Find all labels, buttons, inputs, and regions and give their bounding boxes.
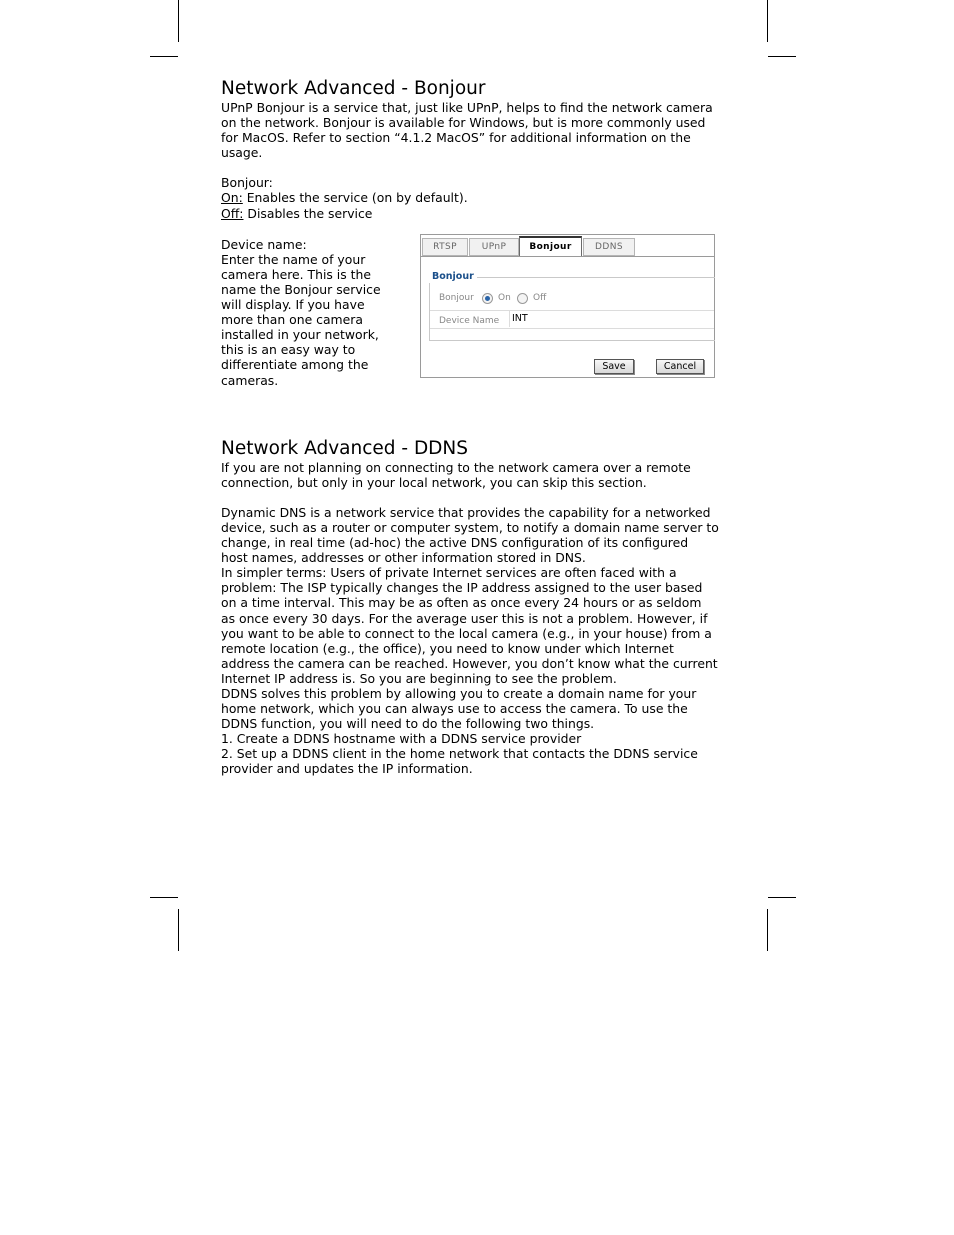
crop-mark xyxy=(150,56,178,57)
off-term: Off: xyxy=(221,205,244,221)
text-line: differentiate among the xyxy=(221,357,369,373)
crop-mark xyxy=(767,909,768,951)
device-name-input[interactable] xyxy=(509,311,712,327)
tab-ddns[interactable]: DDNS xyxy=(583,238,635,256)
on-text: Enables the service (on by default). xyxy=(242,190,468,206)
text-line: change, in real time (ad-hoc) the active DNS configuration of its configured xyxy=(221,535,689,551)
text-line: DDNS function, you will need to do the following two things. xyxy=(221,716,595,732)
text-line: provider and updates the IP information. xyxy=(221,761,473,777)
device-name-label: Device name: xyxy=(221,236,307,252)
text-line: UPnP Bonjour is a service that, just like UPnP, helps to find the network camera xyxy=(221,100,713,115)
text-line: In simpler terms: Users of private Internet services are often faced with a xyxy=(221,565,677,581)
crop-mark xyxy=(150,897,178,898)
text-line: connection, but only in your local network, you can skip this section. xyxy=(221,474,647,490)
text-line: Dynamic DNS is a network service that provides the capability for a networked xyxy=(221,504,711,520)
text-line: for MacOS. Refer to section “4.1.2 MacOS” for additional information on the xyxy=(221,130,691,146)
text-line: on a time interval. This may be as often as once every 24 hours or as seldom xyxy=(221,595,702,611)
crop-mark xyxy=(768,897,796,898)
text-line: 2. Set up a DDNS client in the home network that contacts the DDNS service xyxy=(221,746,698,762)
text-line: usage. xyxy=(221,145,263,161)
text-line: name the Bonjour service xyxy=(221,281,381,297)
text-line: on the network. Bonjour is available for Windows, but is more commonly used xyxy=(221,115,706,131)
text-line: remote location (e.g., the office), you need to know under which Internet xyxy=(221,640,674,656)
ddns-para-2 xyxy=(221,505,729,777)
radio-on[interactable] xyxy=(482,293,493,304)
text-line: problem: The ISP typically changes the IP address assigned to the user based xyxy=(221,580,703,596)
text-line: host names, addresses or other information stored in DNS. xyxy=(221,550,586,566)
text-line: home network, which you can always use to access the camera. To use the xyxy=(221,701,688,717)
text-line: 1. Create a DDNS hostname with a DDNS service provider xyxy=(221,731,582,747)
text-line: this is an easy way to xyxy=(221,342,356,358)
on-description xyxy=(221,190,729,205)
text-line: Enter the name of your xyxy=(221,251,366,267)
settings-tabs xyxy=(421,237,714,256)
on-term: On: xyxy=(221,190,243,206)
bonjour-label: Bonjour: xyxy=(221,175,273,191)
device-name-description xyxy=(221,237,401,388)
text-line: DDNS solves this problem by allowing you to create a domain name for your xyxy=(221,685,697,701)
tab-rtsp[interactable]: RTSP xyxy=(422,238,468,256)
bonjour-heading: Network Advanced - Bonjour xyxy=(221,78,486,99)
text-line: installed in your network, xyxy=(221,327,379,343)
off-description xyxy=(221,206,729,221)
crop-mark xyxy=(178,909,179,951)
ddns-heading: Network Advanced - DDNS xyxy=(221,437,469,459)
text-line: camera here. This is the xyxy=(221,266,371,282)
radio-off-label: Off xyxy=(533,292,547,303)
text-line: Internet IP address is. So you are beginning to see the problem. xyxy=(221,670,617,686)
text-line: you want to be able to connect to the local camera (e.g., in your house) from a xyxy=(221,625,712,641)
field-separator xyxy=(430,328,714,329)
radio-on-label: On xyxy=(498,292,511,303)
text-line: as once every 30 days. For the average user this is not a problem. However, if xyxy=(221,610,708,626)
tab-bonjour[interactable]: Bonjour xyxy=(519,236,582,256)
bonjour-settings-screenshot xyxy=(420,234,715,378)
crop-mark xyxy=(768,56,796,57)
text-line: address the camera can be reached. However, you don’t know what the current xyxy=(221,655,718,671)
page-content xyxy=(221,78,729,777)
text-line: cameras. xyxy=(221,372,279,388)
radio-off[interactable] xyxy=(517,293,528,304)
tab-upnp[interactable]: UPnP xyxy=(469,238,519,256)
text-line: more than one camera xyxy=(221,312,363,328)
crop-mark xyxy=(178,0,179,42)
text-line: device, such as a router or computer system, to notify a domain name server to xyxy=(221,519,719,535)
off-text: Disables the service xyxy=(243,205,373,221)
crop-mark xyxy=(767,0,768,42)
cancel-button[interactable]: Cancel xyxy=(656,359,704,374)
device-name-field-label: Device Name xyxy=(439,315,500,326)
bonjour-fieldset xyxy=(429,277,715,341)
text-line: will display. If you have xyxy=(221,297,365,313)
bonjour-intro xyxy=(221,100,729,160)
text-line: If you are not planning on connecting to the network camera over a remote xyxy=(221,459,691,475)
ddns-para-1 xyxy=(221,460,729,490)
fieldset-legend: Bonjour xyxy=(429,270,477,283)
tab-divider xyxy=(421,256,714,257)
save-button[interactable]: Save xyxy=(594,359,634,374)
bonjour-field-label: Bonjour xyxy=(439,292,474,303)
